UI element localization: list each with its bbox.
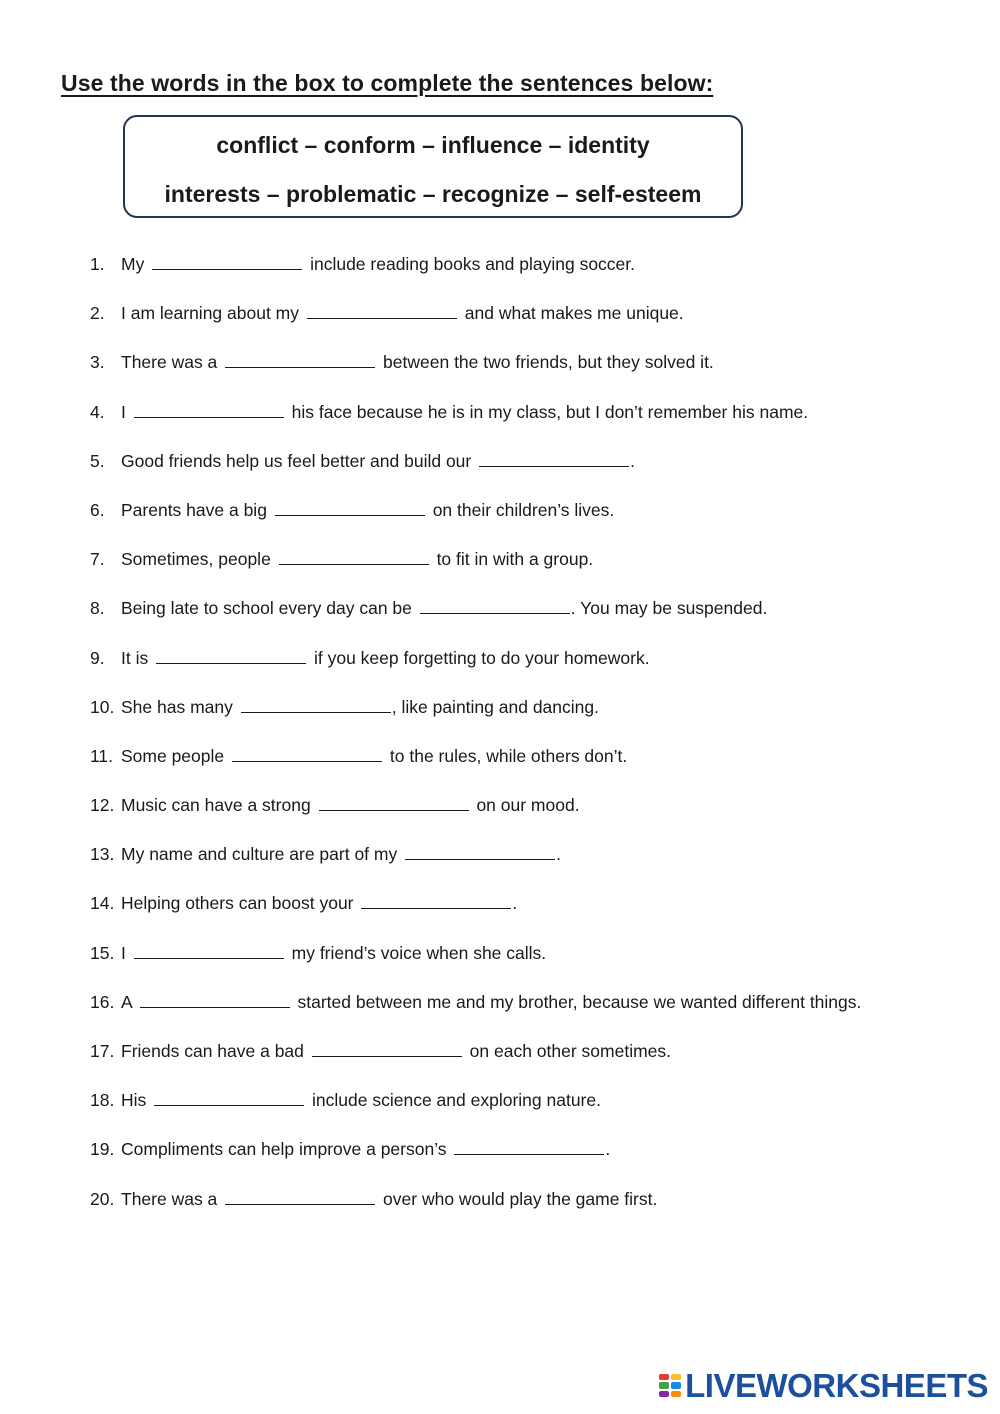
answer-blank[interactable] xyxy=(140,990,290,1008)
question-item xyxy=(90,301,861,350)
answer-blank[interactable] xyxy=(152,252,302,270)
logo-block xyxy=(671,1382,681,1389)
logo-blocks-icon xyxy=(659,1374,681,1398)
answer-blank[interactable] xyxy=(225,350,375,368)
question-item xyxy=(90,646,861,695)
question-text-after: and what makes me unique. xyxy=(464,303,684,324)
question-number: 8. xyxy=(90,598,105,619)
question-item xyxy=(90,547,861,596)
question-item xyxy=(90,695,861,744)
answer-blank[interactable] xyxy=(241,695,391,713)
answer-blank[interactable] xyxy=(275,498,425,516)
question-number: 5. xyxy=(90,450,105,471)
question-number: 15. xyxy=(90,942,115,963)
question-text-after: on their children’s lives. xyxy=(432,499,615,520)
question-text-before: Being late to school every day can be xyxy=(121,598,412,619)
logo-block xyxy=(659,1382,669,1389)
question-number: 7. xyxy=(90,549,105,570)
answer-blank[interactable] xyxy=(156,646,306,664)
question-item xyxy=(90,252,861,301)
question-number: 6. xyxy=(90,499,105,520)
question-text-after: . xyxy=(605,1139,611,1160)
question-item xyxy=(90,498,861,547)
question-item xyxy=(90,1137,861,1186)
question-text-after: his face because he is in my class, but I don’t remember his name. xyxy=(291,401,809,422)
question-text-after: to fit in with a group. xyxy=(436,549,594,570)
question-text-before: Some people xyxy=(121,745,225,766)
question-number: 1. xyxy=(90,254,105,274)
question-text-before: Friends can have a bad xyxy=(121,1041,304,1061)
question-number: 10. xyxy=(90,696,115,717)
word-bank-line-2: interests – problematic – recognize – self-esteem xyxy=(164,181,702,207)
question-text-after: if you keep forgetting to do your homework. xyxy=(313,647,650,668)
question-text-before: There was a xyxy=(121,352,218,373)
question-list xyxy=(90,252,861,1236)
question-number: 2. xyxy=(90,303,105,324)
question-item xyxy=(90,1187,861,1236)
question-text-after: . xyxy=(630,450,635,471)
question-number: 18. xyxy=(90,1090,115,1111)
question-text-after: . xyxy=(512,893,518,914)
logo-block xyxy=(671,1391,681,1398)
question-text-before: Helping others can boost your xyxy=(121,893,354,914)
answer-blank[interactable] xyxy=(225,1187,375,1205)
question-text-before: Sometimes, people xyxy=(121,549,271,570)
page-title: Use the words in the box to complete the sentences below: xyxy=(61,70,714,96)
question-item xyxy=(90,1088,861,1137)
answer-blank[interactable] xyxy=(319,793,469,811)
question-text-after: to the rules, while others don’t. xyxy=(389,745,628,766)
question-text-before: A xyxy=(121,991,132,1012)
answer-blank[interactable] xyxy=(454,1137,604,1155)
question-text-after: started between me and my brother, because we wanted different things. xyxy=(297,991,862,1012)
question-item xyxy=(90,1039,861,1088)
question-number: 13. xyxy=(90,844,115,865)
logo-text: LIVEWORKSHEETS xyxy=(685,1367,988,1404)
question-number: 16. xyxy=(90,991,115,1012)
answer-blank[interactable] xyxy=(479,449,629,467)
question-number: 19. xyxy=(90,1139,115,1160)
question-text-before: Good friends help us feel better and build our xyxy=(121,450,472,471)
question-item xyxy=(90,842,861,891)
question-text-before: I xyxy=(121,401,126,422)
question-number: 4. xyxy=(90,401,105,422)
question-number: 20. xyxy=(90,1188,115,1209)
question-text-before: Parents have a big xyxy=(121,499,267,520)
question-text-after: on our mood. xyxy=(476,795,580,816)
word-bank-box xyxy=(123,115,743,218)
question-number: 12. xyxy=(90,795,115,816)
answer-blank[interactable] xyxy=(312,1039,462,1057)
answer-blank[interactable] xyxy=(405,842,555,860)
question-text-before: There was a xyxy=(121,1188,218,1209)
question-text-after: , like painting and dancing. xyxy=(391,696,599,717)
question-text-before: She has many xyxy=(121,696,233,717)
question-text-after: between the two friends, but they solved it. xyxy=(383,352,714,373)
question-item xyxy=(90,744,861,793)
logo-block xyxy=(659,1374,669,1381)
answer-blank[interactable] xyxy=(134,400,284,418)
question-text-before: His xyxy=(121,1090,147,1111)
answer-blank[interactable] xyxy=(420,596,570,614)
question-number: 3. xyxy=(90,352,105,373)
question-text-before: Music can have a strong xyxy=(121,795,311,816)
question-item xyxy=(90,596,861,645)
question-text-before: It is xyxy=(121,647,149,668)
word-bank-line-1: conflict – conform – influence – identity xyxy=(216,132,650,158)
question-item xyxy=(90,793,861,842)
answer-blank[interactable] xyxy=(232,744,382,762)
question-text-after: include science and exploring nature. xyxy=(312,1090,601,1111)
question-item xyxy=(90,891,861,940)
question-number: 17. xyxy=(90,1041,115,1061)
question-text-after: over who would play the game first. xyxy=(383,1188,658,1209)
question-text-after: include reading books and playing soccer. xyxy=(310,254,636,274)
question-text-before: My xyxy=(121,254,145,274)
answer-blank[interactable] xyxy=(307,301,457,319)
logo-block xyxy=(671,1374,681,1381)
answer-blank[interactable] xyxy=(154,1088,304,1106)
question-item xyxy=(90,449,861,498)
question-item xyxy=(90,350,861,399)
question-text-before: Compliments can help improve a person’s xyxy=(121,1139,447,1160)
liveworksheets-logo xyxy=(659,1369,988,1402)
question-text-after: my friend’s voice when she calls. xyxy=(291,942,547,963)
question-text-before: I xyxy=(121,942,126,963)
answer-blank[interactable] xyxy=(134,941,284,959)
question-text-after: . xyxy=(556,844,561,865)
question-item xyxy=(90,990,861,1039)
question-text-before: My name and culture are part of my xyxy=(121,844,398,865)
question-text-after: . You may be suspended. xyxy=(570,598,768,619)
logo-block xyxy=(659,1391,669,1398)
answer-blank[interactable] xyxy=(279,547,429,565)
question-text-before: I am learning about my xyxy=(121,303,300,324)
question-item xyxy=(90,941,861,990)
question-number: 11. xyxy=(90,745,114,766)
question-item xyxy=(90,400,861,449)
question-number: 9. xyxy=(90,647,105,668)
question-number: 14. xyxy=(90,893,115,914)
question-text-after: on each other sometimes. xyxy=(469,1041,672,1061)
answer-blank[interactable] xyxy=(361,891,511,909)
